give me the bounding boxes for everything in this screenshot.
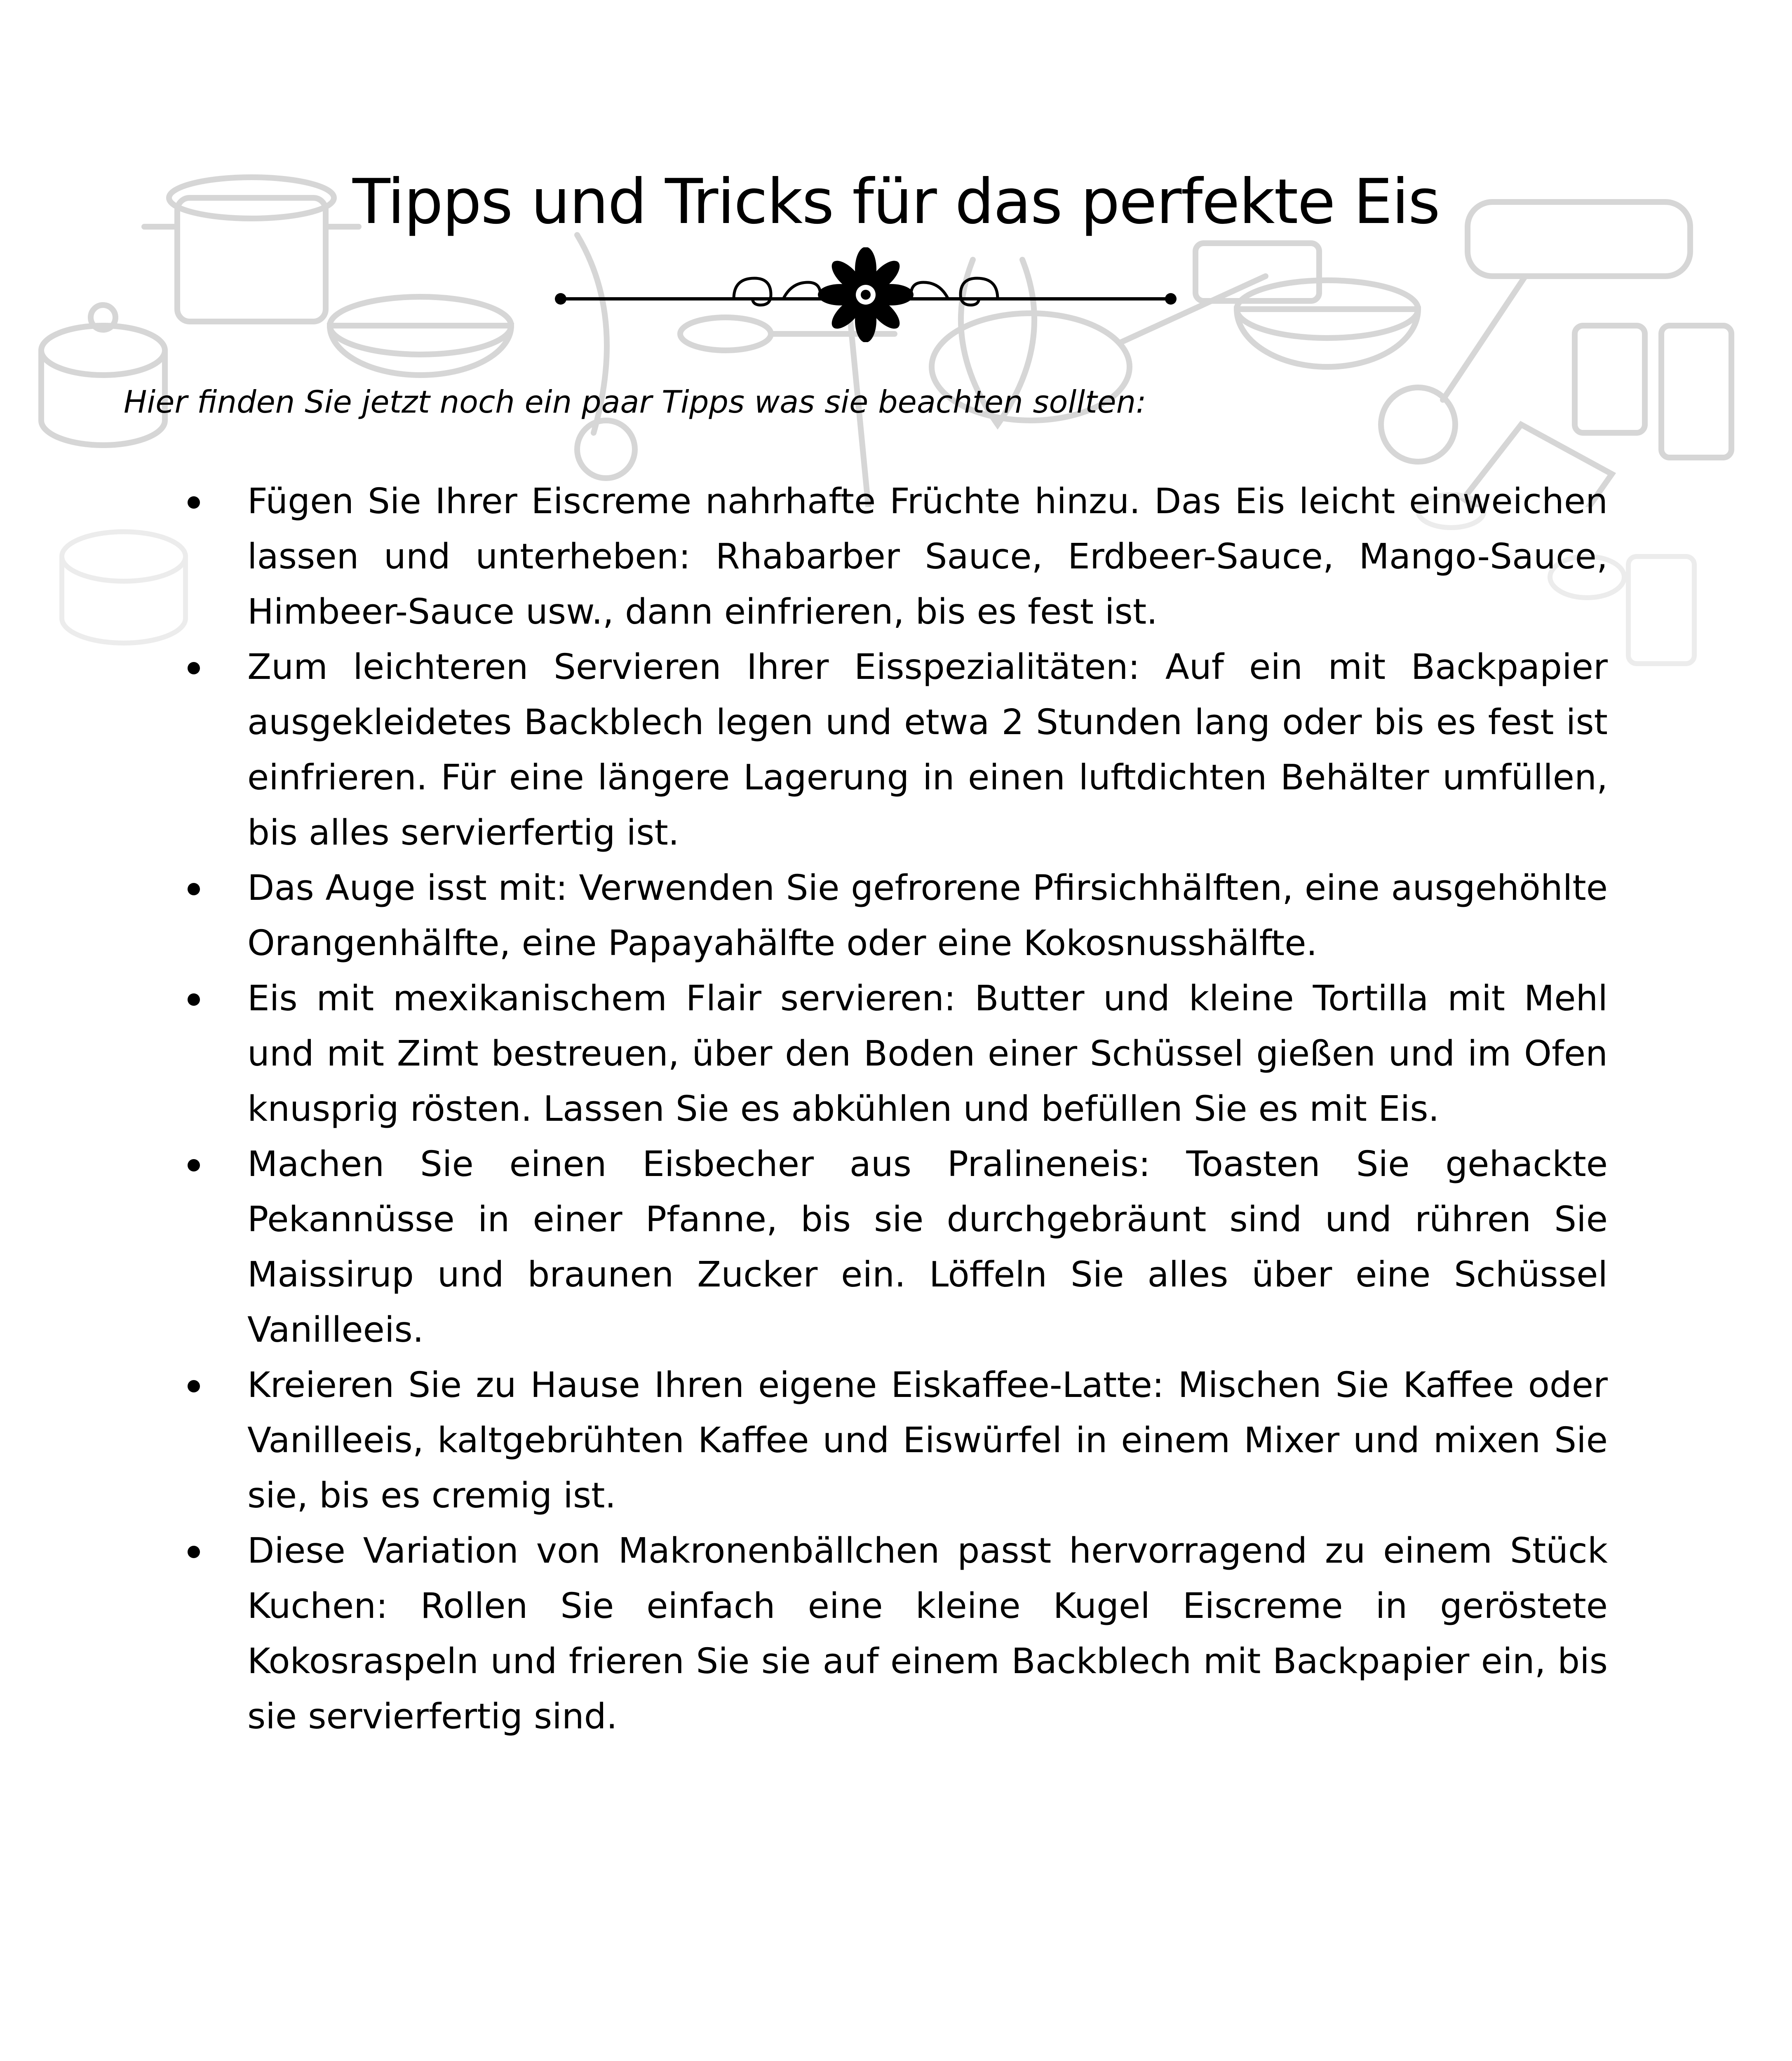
tip-text: Diese Variation von Makronenbällchen passt hervorragend zu einem Stück Kuchen: Rollen Sie einfach eine kleine Kugel Eiscreme in geröstete Kokosraspeln und frieren Sie sie auf einem Backblech mit Backpapier ein, bis sie servierfertig sind. — [247, 1530, 1608, 1737]
list-item — [173, 640, 1608, 861]
bullet-icon — [188, 883, 200, 895]
bullet-icon — [188, 662, 200, 674]
tips-list — [173, 474, 1608, 1744]
list-item — [173, 474, 1608, 640]
list-item — [173, 861, 1608, 971]
list-item — [173, 971, 1608, 1137]
bullet-icon — [188, 993, 200, 1006]
tip-text: Kreieren Sie zu Hause Ihren eigene Eiskaffee-Latte: Mischen Sie Kaffee oder Vanilleeis, kaltgebrühten Kaffee und Eiswürfel in einem Mixer und mixen Sie sie, bis es cremig ist. — [247, 1365, 1608, 1516]
list-item — [173, 1523, 1608, 1744]
list-item — [173, 1358, 1608, 1523]
bullet-icon — [188, 496, 200, 509]
bullet-icon — [188, 1546, 200, 1558]
tip-text: Das Auge isst mit: Verwenden Sie gefrorene Pfirsichhälften, eine ausgehöhlte Orangenhälfte, eine Papayahälfte oder eine Kokosnusshälfte. — [247, 868, 1608, 964]
tip-text: Machen Sie einen Eisbecher aus Pralineneis: Toasten Sie gehackte Pekannüsse in einer Pfanne, bis sie durchgebräunt sind und rühren Sie Maissirup und braunen Zucker ein. Löffeln Sie alles über eine Schüssel Vanilleeis. — [247, 1144, 1608, 1350]
tip-text: Zum leichteren Servieren Ihrer Eisspezialitäten: Auf ein mit Backpapier ausgekleidetes Backblech legen und etwa 2 Stunden lang oder bis es fest ist einfrieren. Für eine längere Lagerung in einen luftdichten Behälter umfüllen, bis alles servierfertig ist. — [247, 647, 1608, 853]
flourish-divider-icon — [552, 247, 1179, 342]
tip-text: Fügen Sie Ihrer Eiscreme nahrhafte Früchte hinzu. Das Eis leicht einweichen lassen und unterheben: Rhabarber Sauce, Erdbeer-Sauce, Mango-Sauce, Himbeer-Sauce usw., dann einfrieren, bis es fest ist. — [247, 481, 1608, 632]
page-title: Tipps und Tricks für das perfekte Eis — [352, 166, 1440, 238]
intro-text: Hier finden Sie jetzt noch ein paar Tipps was sie beachten sollten: — [124, 384, 1146, 420]
list-item — [173, 1137, 1608, 1358]
tip-text: Eis mit mexikanischem Flair servieren: Butter und kleine Tortilla mit Mehl und mit Zimt bestreuen, über den Boden einer Schüssel gießen und im Ofen knusprig rösten. Lassen Sie es abkühlen und befüllen Sie es mit Eis. — [247, 978, 1608, 1129]
bullet-icon — [188, 1380, 200, 1392]
bullet-icon — [188, 1159, 200, 1171]
